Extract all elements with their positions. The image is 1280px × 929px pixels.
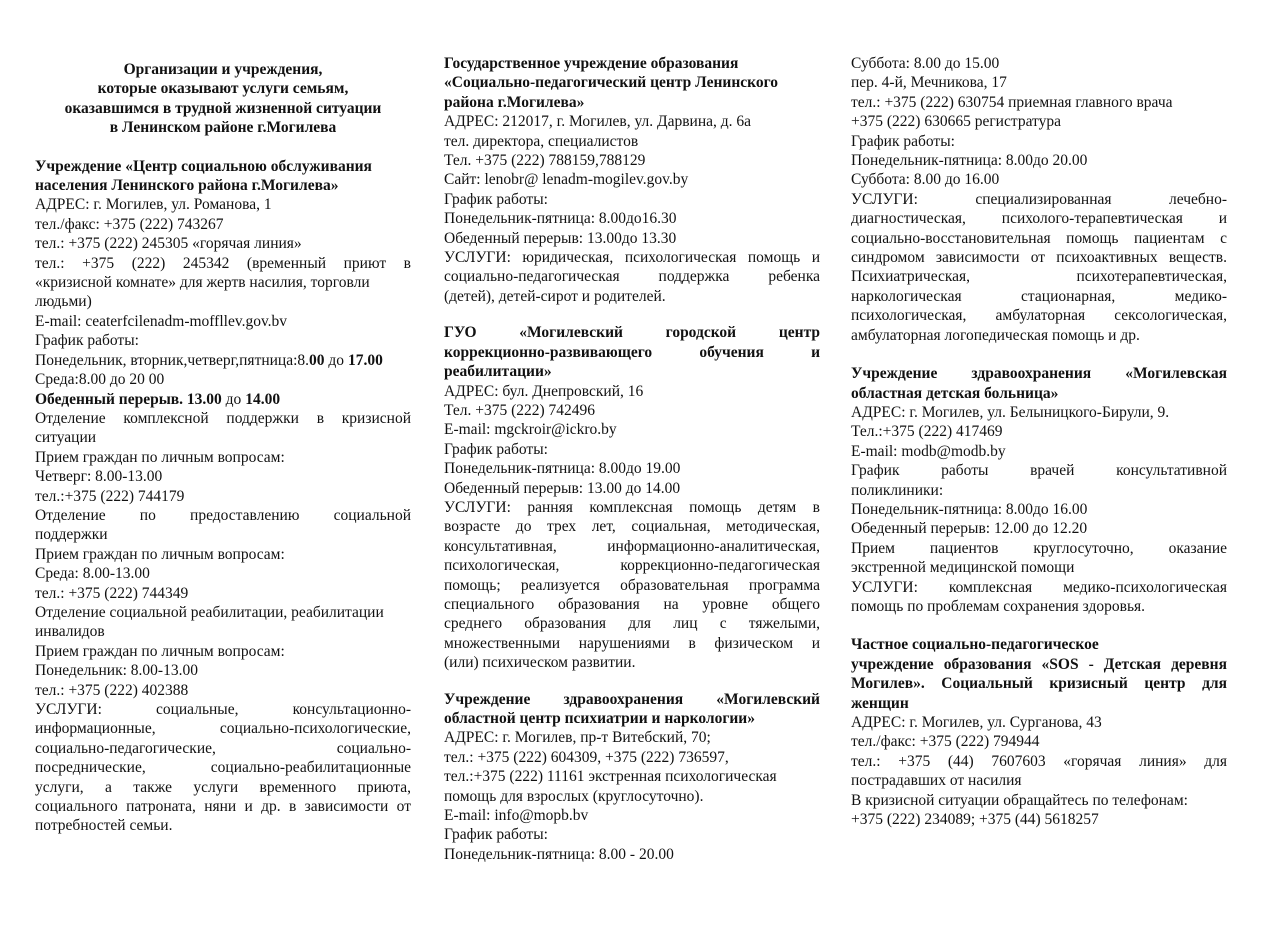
phone-line: Тел. +375 (222) 788159,788129 [444, 152, 646, 170]
schedule-text: до [324, 351, 348, 369]
email-line: E-mail: ceaterfcilenadm-moffllev.gov.bv [35, 312, 288, 330]
address-line: АДРЕС: г. Могилев, ул. Романова, 1 [35, 196, 272, 214]
spacer [851, 616, 1227, 635]
schedule-saturday: Суббота: 8.00 до 15.00 [851, 55, 1000, 72]
lunch-line: Обеденный перерыв: 13.00до 13.30 [444, 229, 677, 247]
services-line: (или) психическом развитии. [444, 654, 636, 672]
services-line: экстренной медицинской помощи [851, 559, 1075, 577]
services-line: среднего образования для лиц с тяжелыми, [444, 615, 820, 633]
heading-line: реабилитации» [444, 363, 552, 381]
services-line: синдромом зависимости от психоактивных веществ. [851, 249, 1227, 267]
department-rehab-line: Отделение социальной реабилитации, реабилитации [35, 603, 384, 621]
phone-line: Тел.:+375 (222) 417469 [851, 423, 1003, 441]
services-line: информационные, социально-психологические, [35, 720, 411, 738]
phone-line: +375 (222) 630665 регистратура [851, 113, 1061, 131]
lunch-line: Обеденный перерыв: 12.00 до 12.20 [851, 520, 1088, 538]
heading-line: населения Ленинского района г.Могилева» [35, 177, 339, 195]
schedule-line: Понедельник-пятница: 8.00до 19.00 [444, 460, 681, 478]
heading-line: женщин [851, 694, 909, 712]
services-line: потребностей семьи. [35, 817, 173, 835]
leaflet-title [35, 60, 411, 138]
children-hospital-heading [851, 364, 1227, 403]
department-crisis-line: Отделение комплексной поддержки в кризисной [35, 409, 411, 427]
department-support-line: Среда: 8.00-13.00 [35, 565, 150, 583]
lunch-break [35, 390, 411, 409]
address-line: пер. 4-й, Мечникова, 17 [851, 74, 1007, 92]
heading-line: коррекционно-развивающего обучения и [444, 343, 820, 361]
schedule-line: Понедельник-пятница: 8.00до 16.00 [851, 500, 1088, 518]
services-line: Психиатрическая, психотерапевтическая, [851, 268, 1227, 286]
department-crisis-line: ситуации [35, 429, 97, 447]
email-line: E-mail: info@mopb.bv [444, 807, 589, 825]
schedule-text: 00 [309, 351, 325, 369]
crisis-contact-line: В кризисной ситуации обращайтесь по телефонам: [851, 791, 1188, 809]
department-support-line: Отделение по предоставлению социальной [35, 506, 411, 524]
heading-line: Частное социально-педагогическое [851, 636, 1099, 654]
heading-line: учреждение образования «SOS - Детская деревня [851, 655, 1227, 673]
spacer [35, 138, 411, 157]
info-line: тел. директора, специалистов [444, 132, 639, 150]
heading-line: Учреждение здравоохранения «Могилевский [444, 690, 820, 708]
schedule-line: Суббота: 8.00 до 16.00 [851, 171, 1000, 189]
services-line: помощь по проблемам сохранения здоровья. [851, 597, 1146, 615]
heading-line: областной центр психиатрии и наркологии» [444, 710, 755, 727]
services-line: амбулаторная логопедическая помощь и др. [851, 326, 1140, 344]
schedule-weekdays [35, 351, 411, 370]
spacer [851, 345, 1227, 364]
address-line: АДРЕС: бул. Днепровский, 16 [444, 382, 644, 400]
sos-village-heading [851, 635, 1227, 713]
heading-line: «Социально-педагогический центр Ленинского [444, 74, 779, 92]
department-rehab-line: Понедельник: 8.00-13.00 [35, 662, 198, 680]
services-line: (детей), детей-сирот и родителей. [444, 287, 666, 305]
shelter-phone-line: тел.: +375 (222) 245342 (временный приют в [35, 254, 411, 272]
schedule-wednesday: Среда:8.00 до 20 00 [35, 371, 165, 389]
department-support-line: Прием граждан по личным вопросам: [35, 545, 285, 563]
services-line: УСЛУГИ: ранняя комплексная помощь детям в [444, 498, 820, 516]
phone-line: тел.:+375 (222) 11161 экстренная психологическая [444, 768, 777, 786]
hotline-line: пострадавших от насилия [851, 772, 1022, 790]
department-crisis-line: тел.:+375 (222) 744179 [35, 487, 185, 505]
address-line: АДРЕС: 212017, г. Могилев, ул. Дарвина, д. 6а [444, 113, 752, 131]
spacer [444, 306, 820, 323]
title-line: в Ленинском районе г.Могилева [109, 119, 337, 137]
heading-line: областная детская больница» [851, 384, 1059, 402]
address-line: АДРЕС: г. Могилев, пр-т Витебский, 70; [444, 729, 711, 747]
department-rehab-line: инвалидов [35, 623, 105, 641]
heading-line: Государственное учреждение образования [444, 55, 739, 72]
title-line: оказавшимся в трудной жизненной ситуации [64, 99, 382, 117]
schedule-label: поликлиники: [851, 481, 944, 499]
title-line: Организации и учреждения, [123, 61, 323, 78]
heading-line: ГУО «Могилевский городской центр [444, 324, 820, 342]
services-line: психологическая, коррекционно-педагогическая [444, 557, 820, 575]
heading-line: Учреждение «Центр социальною обслуживания [35, 157, 372, 175]
email-line: E-mail: mgckroir@ickro.by [444, 421, 617, 439]
lunch-line: Обеденный перерыв: 13.00 до 14.00 [444, 479, 681, 497]
heading-line: Могилев». Социальный кризисный центр для [851, 675, 1227, 693]
department-crisis-line: Четверг: 8.00-13.00 [35, 468, 163, 486]
pedagogical-center-heading [444, 54, 820, 112]
spacer [444, 673, 820, 690]
schedule-label: График работы: [444, 190, 548, 208]
schedule-label: График работы: [444, 826, 548, 844]
column-left [35, 54, 411, 836]
services-line: помощь; реализуется образовательная программа [444, 576, 820, 594]
column-right [851, 54, 1227, 829]
info-line: помощь для взрослых (круглосуточно). [444, 787, 704, 805]
schedule-text: Понедельник, вторник,четверг,пятница:8. [35, 351, 310, 369]
center-social-services-heading [35, 157, 411, 196]
heading-line: района г.Могилева» [444, 93, 585, 111]
lunch-text: 14.00 [245, 390, 281, 408]
department-support-line: тел.: +375 (222) 744349 [35, 584, 189, 602]
services-line: Прием пациентов круглосуточно, оказание [851, 539, 1227, 557]
department-crisis-line: Прием граждан по личным вопросам: [35, 448, 285, 466]
column-middle [444, 54, 820, 864]
schedule-label: График работы: [444, 440, 548, 458]
phone-line: тел.: +375 (222) 630754 приемная главного врача [851, 93, 1173, 111]
services-line: возрасте до трех лет, социальная, методическая, [444, 518, 820, 536]
services-line: социально-восстановительная помощь пациентам с [851, 229, 1227, 247]
title-line: которые оказывают услуги семьям, [97, 80, 349, 98]
services-line: УСЛУГИ: социальные, консультационно- [35, 701, 411, 718]
address-line: АДРЕС: г. Могилев, ул. Сурганова, 43 [851, 714, 1102, 731]
shelter-desc-line: людьми) [35, 293, 92, 311]
services-line: наркологическая стационарная, медико- [851, 287, 1227, 305]
phone-fax-line: тел./факс: +375 (222) 743267 [35, 215, 224, 233]
email-line: E-mail: modb@modb.by [851, 442, 1006, 460]
services-line: социально-педагогические, социально- [35, 739, 411, 757]
lunch-text: до [221, 390, 246, 408]
schedule-line: Понедельник-пятница: 8.00до16.30 [444, 210, 677, 228]
services-line: социального патроната, няни и др. в зависимости от [35, 798, 411, 816]
department-rehab-line: Прием граждан по личным вопросам: [35, 642, 285, 660]
services-line: множественными нарушениями в физическом и [444, 634, 820, 652]
shelter-desc-line: «кризисной комнате» для жертв насилия, торговли [35, 274, 370, 292]
services-line: УСЛУГИ: специализированная лечебно- [851, 190, 1227, 208]
services-line: услуги, а также услуги временного приюта, [35, 778, 411, 796]
hotline-line: тел.: +375 (44) 7607603 «горячая линия» для [851, 752, 1227, 770]
schedule-line: Понедельник-пятница: 8.00до 20.00 [851, 152, 1088, 170]
services-line: консультативная, информационно-аналитическая, [444, 537, 820, 555]
services-line: УСЛУГИ: комплексная медико-психологическая [851, 578, 1227, 596]
address-line: АДРЕС: г. Могилев, ул. Белыницкого-Бирули, 9. [851, 403, 1170, 421]
heading-line: Учреждение здравоохранения «Могилевская [851, 365, 1227, 383]
services-line: специального образования на уровне общего [444, 595, 820, 613]
correction-center-heading [444, 323, 820, 381]
lunch-text: Обеденный перерыв. 13.00 [35, 390, 222, 408]
phone-line: Тел. +375 (222) 742496 [444, 401, 596, 419]
crisis-contact-line: +375 (222) 234089; +375 (44) 5618257 [851, 811, 1099, 829]
psychiatry-center-heading [444, 690, 820, 729]
phone-line: тел.: +375 (222) 604309, +375 (222) 736597, [444, 748, 729, 766]
department-rehab-line: тел.: +375 (222) 402388 [35, 681, 189, 699]
phone-fax-line: тел./факс: +375 (222) 794944 [851, 733, 1040, 751]
services-line: диагностическая, психолого-терапевтическая и [851, 210, 1227, 228]
schedule-line: Понедельник-пятница: 8.00 - 20.00 [444, 845, 674, 863]
schedule-label: График работы врачей консультативной [851, 462, 1227, 480]
schedule-text: 17.00 [347, 351, 383, 369]
services-line: социально-педагогическая поддержка ребенка [444, 268, 820, 286]
services-line: посреднические, социально-реабилитационные [35, 759, 411, 777]
schedule-label: График работы: [851, 132, 955, 150]
services-line: психологическая, амбулаторная сексологическая, [851, 307, 1227, 325]
hotline-line: тел.: +375 (222) 245305 «горячая линия» [35, 235, 302, 253]
schedule-label: График работы: [35, 332, 139, 350]
services-line: УСЛУГИ: юридическая, психологическая помощь и [444, 249, 820, 267]
department-support-line: поддержки [35, 526, 108, 544]
website-line: Сайт: lenobr@ lenadm-mogilev.gov.by [444, 171, 689, 189]
